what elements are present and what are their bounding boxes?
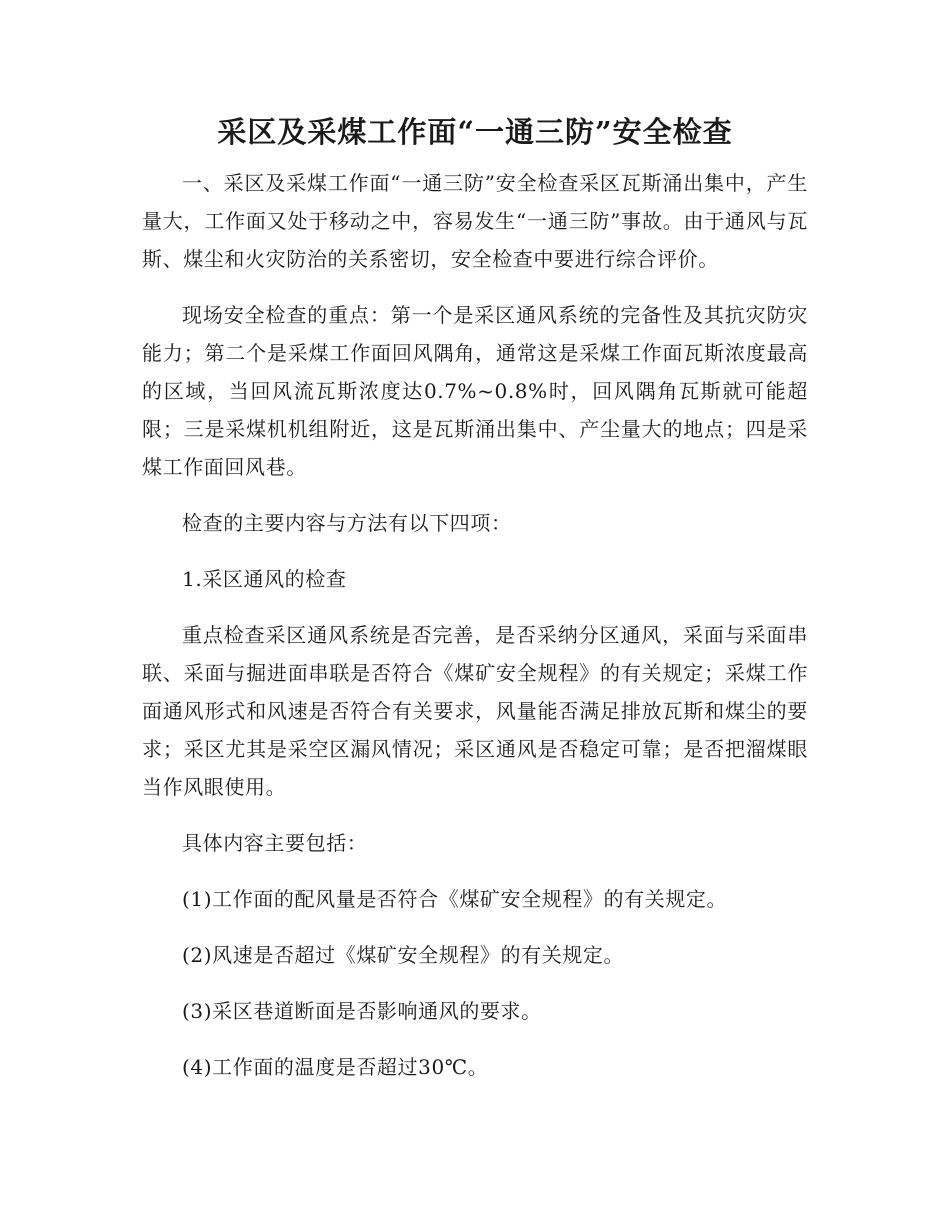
paragraph-contents-lead: 具体内容主要包括：: [182, 831, 368, 855]
paragraph-methods-lead: 检查的主要内容与方法有以下四项：: [182, 511, 512, 535]
list-item-wind-speed: (2)风速是否超过《煤矿安全规程》的有关规定。: [182, 943, 625, 967]
list-item-airflow: (1)工作面的配风量是否符合《煤矿安全规程》的有关规定。: [182, 887, 728, 911]
paragraph-ventilation-check: 重点检查采区通风系统是否完善，是否采纳分区通风，采面与采面串联、采面与掘进面串联是否符合《煤矿安全规程》的有关规定；采煤工作面通风形式和风速是否符合有关要求，风量能否满足排放瓦斯和煤尘的要求；采区尤其是采空区漏风情况；采区通风是否稳定可靠；是否把溜煤眼当作风眼使用。: [142, 623, 808, 799]
paragraph-intro: 一、采区及采煤工作面“一通三防”安全检查采区瓦斯涌出集中，产生量大，工作面又处于移动之中，容易发生“一通三防”事故。由于通风与瓦斯、煤尘和火灾防治的关系密切，安全检查中要进行综合评价。: [142, 171, 808, 271]
paragraph-inspection-focus: 现场安全检查的重点：第一个是采区通风系统的完备性及其抗灾防灾能力；第二个是采煤工作面回风隅角，通常这是采煤工作面瓦斯浓度最高的区域，当回风流瓦斯浓度达0.7%~0.8%时，回风隅角瓦斯就可能超限；三是采煤机机组附近，这是瓦斯涌出集中、产尘量大的地点；四是采煤工作面回风巷。: [142, 303, 808, 479]
document-body: [142, 164, 808, 1104]
list-item-temperature: (4)工作面的温度是否超过30℃。: [182, 1055, 489, 1079]
section-heading-ventilation: 1.采区通风的检查: [182, 567, 347, 591]
document-title: 采区及采煤工作面“一通三防”安全检查: [217, 115, 733, 149]
list-item-roadway-section: (3)采区巷道断面是否影响通风的要求。: [182, 999, 542, 1023]
